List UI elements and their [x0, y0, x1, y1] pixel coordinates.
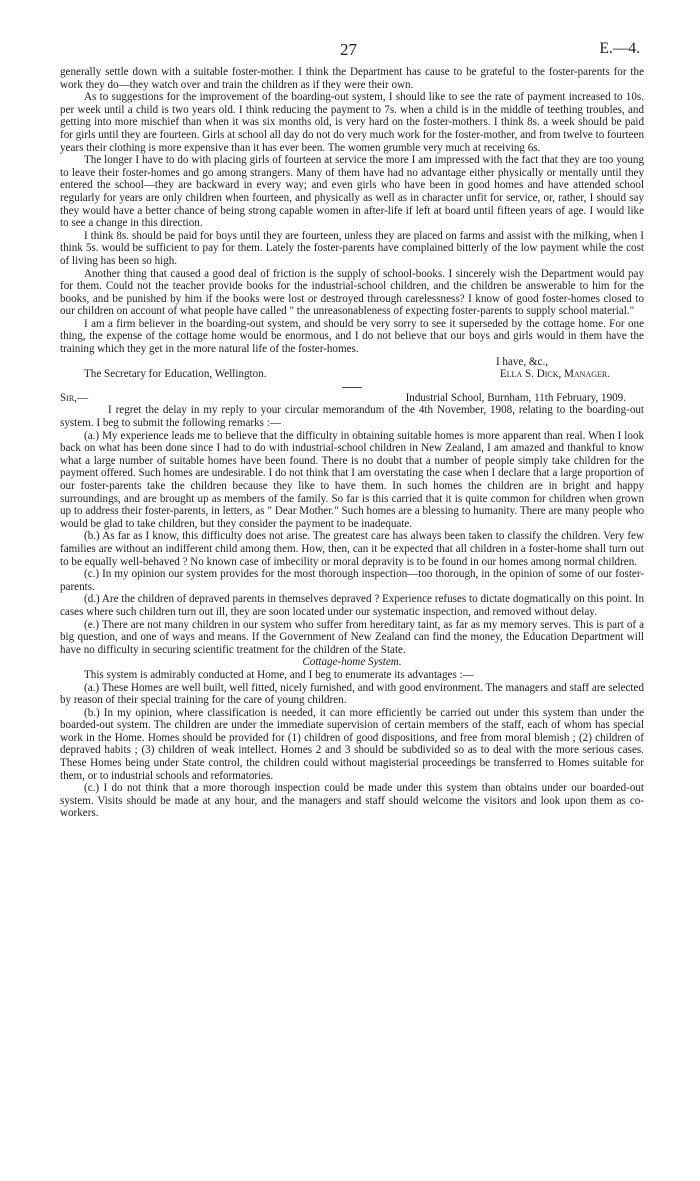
- list-item: (a.) My experience leads me to believe that the difficulty in obtaining suitable homes is more apparent than real. When I look back on what has been done since I had to do with industrial-school children in New Zealand, I am amazed and thankful to know what a large number of suitable homes have been found. There is no doubt that a number of people simply take children for the payment offered. Such homes are undesirable. I do not think that I am overstating the case when I declare that a large proportion of our foster-parents take the children because they like to have them. In such homes the children are in bright and happy surroundings, and are brought up as members of the family. So far is this carried that it is quite common for children when grown up to address their foster-parents, in letters, as " Dear Mother." Such homes are a blessing to humanity. There are many people who would be glad to take children, but they consider the payment to be inadequate.: [60, 429, 644, 530]
- paragraph: I am a firm believer in the boarding-out system, and should be very sorry to see it superseded by the cottage home. For one thing, the expense of the cottage home would be enormous, and I do not believe that our boys and girls would in them have the training which they get in the more natural life of the foster-homes.: [60, 317, 644, 356]
- page-header: [60, 40, 644, 66]
- signature: Ella S. Dick, Manager.: [499, 368, 610, 381]
- page-number: 27: [340, 40, 357, 59]
- list-item: (a.) These Homes are well built, well fitted, nicely furnished, and with good environment. The managers and staff are selected by reason of their special training for the care of young children.: [60, 681, 644, 707]
- letter-closing: I have, &c.,: [495, 355, 548, 368]
- list-item: (d.) Are the children of depraved parents in themselves depraved ? Experience refuses to dictate dogmatically on this point. In cases where such children turn out ill, they are soon located under our systematic inspection, and removed without delay.: [60, 593, 644, 618]
- list-item: (c.) I do not think that a more thorough inspection could be made under this system than obtains under our boarded-out system. Visits should be made at any hour, and the managers and staff should welcome the visitors and look upon them as co-workers.: [60, 782, 644, 820]
- paragraph: The longer I have to do with placing girls of fourteen at service the more I am impressed with the fact that they are too young to leave their foster-homes and go among strangers. Many of them have had no advantage either physically or mentally until they entered the school—they are backward in every way; and even girls who have been in good homes and have attended school regularly for years are only children when fourteen, and physically as well as in character unfit for service, or, rather, I should say they would have a better chance of being strong capable women in after-life if left at board until fifteen years of age. I would like to see a change in this direction.: [60, 154, 644, 230]
- list-item: (c.) In my opinion our system provides for the most thorough inspection—too thorough, in the opinion of some of our foster-parents.: [60, 568, 644, 593]
- paragraph: generally settle down with a suitable foster-mother. I think the Department has cause to be grateful to the foster-parents for the work they do—they watch over and train the children as if they were their own.: [60, 66, 644, 91]
- list-item: (b.) As far as I know, this difficulty does not arise. The greatest care has always been taken to classify the children. Very few families are without an indifferent child among them. How, then, can it be expected that all children in a foster-home shall turn out to be equally well-behaved ? No known case of imbecility or moral depravity is to be found in our homes among normal children.: [60, 530, 644, 568]
- salutation: Sir,—: [60, 391, 89, 404]
- section-title: Cottage-home System.: [302, 656, 402, 669]
- signature-line: [60, 368, 644, 381]
- paragraph: I regret the delay in my reply to your circular memorandum of the 4th November, 1908, relating to the boarding-out system. I beg to submit the following remarks :—: [60, 404, 644, 430]
- paragraph: Another thing that caused a good deal of friction is the supply of school-books. I sincerely wish the Department would pay for them. Could not the teacher provide books for the industrial-school children, and the children be answerable to him for the books, and be punished by him if the books were lost or destroyed through carelessness? I know of good foster-homes closed to our children on account of what people have called " the unreasonableness of expecting foster-parents to supply school material.": [60, 267, 644, 318]
- paragraph: This system is admirably conducted at Home, and I beg to enumerate its advantages :—: [84, 668, 474, 681]
- document-page: [60, 40, 644, 820]
- page-body: [60, 66, 644, 820]
- paragraph: As to suggestions for the improvement of the boarding-out system, I should like to see the rate of payment increased to 10s. per week until a child is two years old. I think reducing the payment to 7s. when a child is in the middle of teething troubles, and getting into more mischief than when it was six months old, is very hard on the foster-mothers. I think 8s. a week should be paid for girls until they are fourteen. Girls at school all day do not do very much work for the foster-mother, and from twelve to fourteen years their clothing is more expensive than it has ever been. The women grumble very much at receiving 6s.: [60, 91, 644, 154]
- letter-heading: [60, 392, 644, 405]
- document-code: E.—4.: [599, 40, 640, 57]
- list-item: (e.) There are not many children in our system who suffer from hereditary taint, as far as my memory serves. This is part of a big question, and one of ways and means. If the Government of New Zealand can find the money, the Education Department will have no difficulty in securing scientific treatment for the children of the State.: [60, 618, 644, 656]
- location-date: Industrial School, Burnham, 11th February, 1909.: [405, 391, 626, 404]
- paragraph: I think 8s. should be paid for boys until they are fourteen, unless they are placed on farms and assist with the milking, when I think 5s. would be sufficient to pay for them. Lately the foster-parents have complained bitterly of the low payment while the cost of living has been so high.: [60, 229, 644, 267]
- addressee: The Secretary for Education, Wellington.: [84, 368, 267, 381]
- list-item: (b.) In my opinion, where classification is needed, it can more efficiently be carried out under this system than under the boarded-out system. The children are under the immediate supervision of certain members of the staff, each of whom has special work in the Home. Homes should be provided for (1) children of good dispositions, and free from moral blemish ; (2) children of depraved habits ; (3) children of weak intellect. Homes 2 and 3 should be subdivided so as to deal with the more serious cases. These Homes being under State control, the children could without magisterial proceedings be transferred to Homes suitable for them, or to industrial schools and reformatories.: [60, 706, 644, 782]
- section-divider: [342, 387, 362, 388]
